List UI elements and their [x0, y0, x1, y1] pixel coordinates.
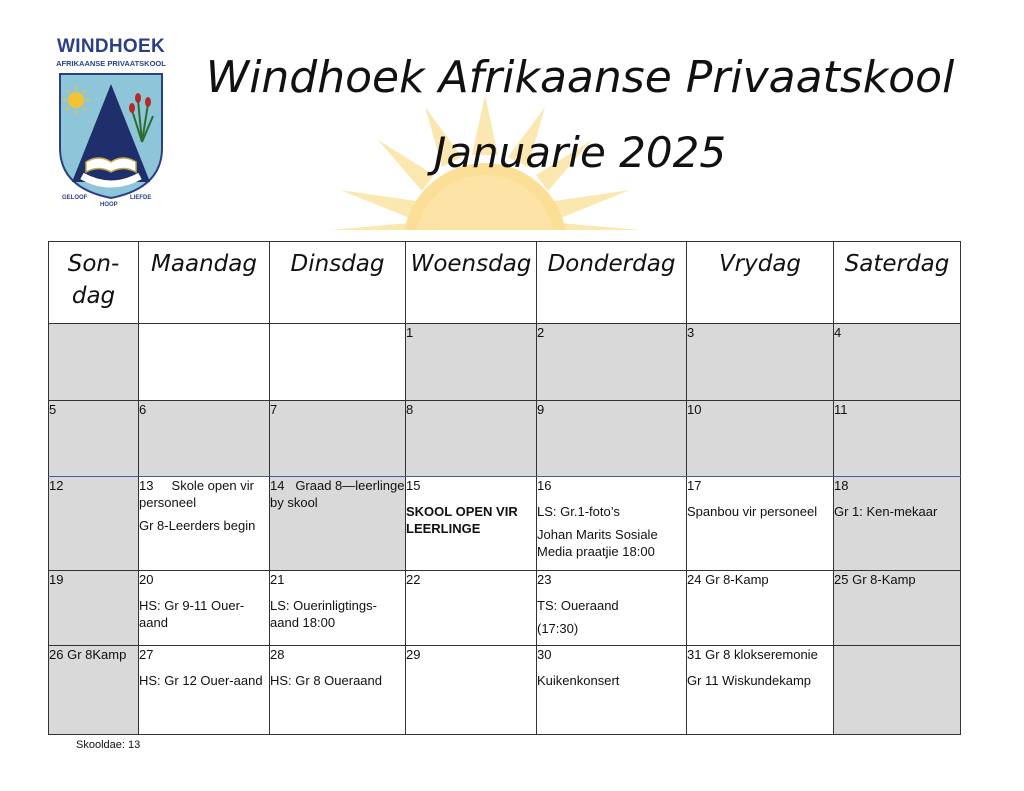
- motto-liefde: LIEFDE: [130, 195, 152, 201]
- day-cell: [687, 401, 834, 477]
- day-cell: [139, 401, 270, 477]
- day-cell: [537, 401, 687, 477]
- day-number: 10: [687, 402, 702, 417]
- event-text: Spanbou vir personeel: [687, 504, 818, 519]
- motto-geloof: GELOOF: [62, 195, 88, 201]
- day-cell: [406, 401, 537, 477]
- week-row: [49, 571, 961, 646]
- day-number: 25: [834, 572, 849, 587]
- day-number: 24: [687, 572, 702, 587]
- day-cell: [139, 324, 270, 401]
- day-cell: [406, 324, 537, 401]
- day-label: Woensdag: [410, 251, 532, 277]
- header-friday: [687, 242, 834, 324]
- week-row: [49, 324, 961, 401]
- day-label: Dinsdag: [290, 251, 385, 277]
- day-label: Saterdag: [844, 251, 950, 277]
- event-text: SKOOL OPEN VIR LEERLINGE: [406, 504, 518, 536]
- day-number: 7: [270, 402, 278, 417]
- event-text: Johan Marits Sosiale Media praatjie 18:00: [537, 527, 658, 559]
- event-text: TS: Oueraand: [537, 598, 619, 613]
- day-cell: [537, 571, 687, 646]
- event-text: Gr 8 klokseremonie: [705, 647, 818, 662]
- header-wednesday: [406, 242, 537, 324]
- school-title: Windhoek Afrikaanse Privaatskool: [205, 52, 955, 103]
- event-text: Skole open vir personeel: [139, 478, 254, 510]
- day-cell: [834, 324, 961, 401]
- day-number: 1: [406, 325, 414, 340]
- day-number: 31: [687, 647, 702, 662]
- day-number: 14: [270, 478, 285, 493]
- header-tuesday: [270, 242, 406, 324]
- day-cell: [834, 646, 961, 735]
- week-row: [49, 401, 961, 477]
- day-cell: [49, 477, 139, 571]
- day-number: 17: [687, 478, 702, 493]
- day-cell: [687, 571, 834, 646]
- day-number: 3: [687, 325, 695, 340]
- day-number: 16: [537, 478, 552, 493]
- day-number: 20: [139, 572, 154, 587]
- motto-hoop: HOOP: [100, 202, 118, 208]
- day-cell: [139, 477, 270, 571]
- event-text: HS: Gr 8 Oueraand: [270, 673, 382, 688]
- day-cell: [834, 401, 961, 477]
- day-number: 13: [139, 478, 154, 493]
- day-number: 22: [406, 572, 421, 587]
- week-row: [49, 646, 961, 735]
- day-number: 27: [139, 647, 154, 662]
- day-number: 5: [49, 402, 57, 417]
- event-text: Gr 8-Kamp: [852, 572, 916, 587]
- day-cell: [49, 401, 139, 477]
- day-cell: [406, 646, 537, 735]
- day-cell: [270, 324, 406, 401]
- day-cell: [687, 646, 834, 735]
- day-label: Donderdag: [547, 251, 676, 277]
- day-number: 15: [406, 478, 421, 493]
- day-cell: [49, 324, 139, 401]
- day-cell: [49, 571, 139, 646]
- day-cell: [139, 571, 270, 646]
- event-text: Kuikenkonsert: [537, 673, 620, 688]
- day-cell: [49, 646, 139, 735]
- day-number: 9: [537, 402, 545, 417]
- day-cell: [687, 477, 834, 571]
- week-row: [49, 477, 961, 571]
- event-text: HS: Gr 9-11 Ouer-aand: [139, 598, 245, 630]
- school-logo: [52, 36, 170, 208]
- day-cell: [537, 646, 687, 735]
- day-number: 6: [139, 402, 147, 417]
- day-number: 21: [270, 572, 285, 587]
- school-days-count: Skooldae: 13: [76, 739, 141, 751]
- shield-crest-icon: [52, 70, 170, 200]
- day-cell: [406, 477, 537, 571]
- day-number: 4: [834, 325, 842, 340]
- day-cell: [834, 477, 961, 571]
- weekday-header-row: [49, 242, 961, 324]
- day-cell: [270, 571, 406, 646]
- logo-subtitle: AFRIKAANSE PRIVAATSKOOL: [56, 59, 166, 68]
- header-saturday: [834, 242, 961, 324]
- event-text: HS: Gr 12 Ouer-aand: [139, 673, 263, 688]
- event-text: (17:30): [537, 621, 579, 636]
- header-monday: [139, 242, 270, 324]
- calendar-table: [48, 241, 961, 735]
- day-number: 26: [49, 647, 64, 662]
- day-cell: [139, 646, 270, 735]
- event-text: LS: Gr.1-foto’s: [537, 504, 620, 519]
- event-text: Gr 8-Leerders begin: [139, 518, 256, 533]
- day-number: 23: [537, 572, 552, 587]
- day-cell: [537, 477, 687, 571]
- day-number: 29: [406, 647, 421, 662]
- event-text: Gr 8Kamp: [67, 647, 127, 662]
- day-cell: [406, 571, 537, 646]
- event-text: Gr 1: Ken-mekaar: [834, 504, 938, 519]
- day-cell: [270, 401, 406, 477]
- day-number: 19: [49, 572, 64, 587]
- day-number: 11: [834, 402, 848, 417]
- day-number: 8: [406, 402, 414, 417]
- day-cell: [834, 571, 961, 646]
- logo-name: WINDHOEK: [57, 36, 165, 57]
- event-text: Gr 11 Wiskundekamp: [687, 673, 812, 688]
- header-thursday: [537, 242, 687, 324]
- day-label: Son-dag: [67, 251, 120, 309]
- day-cell: [687, 324, 834, 401]
- day-number: 28: [270, 647, 285, 662]
- day-number: 30: [537, 647, 552, 662]
- day-number: 2: [537, 325, 545, 340]
- header-sunday: [49, 242, 139, 324]
- day-cell: [270, 477, 406, 571]
- day-label: Vrydag: [718, 251, 802, 277]
- day-number: 12: [49, 478, 64, 493]
- day-number: 18: [834, 478, 849, 493]
- event-text: Gr 8-Kamp: [705, 572, 769, 587]
- day-label: Maandag: [151, 251, 257, 277]
- day-cell: [537, 324, 687, 401]
- month-title: Januarie 2025: [433, 128, 727, 177]
- event-text: Graad 8—leerlinge by skool: [270, 478, 405, 510]
- day-cell: [270, 646, 406, 735]
- event-text: LS: Ouerinligtings-aand 18:00: [270, 598, 377, 630]
